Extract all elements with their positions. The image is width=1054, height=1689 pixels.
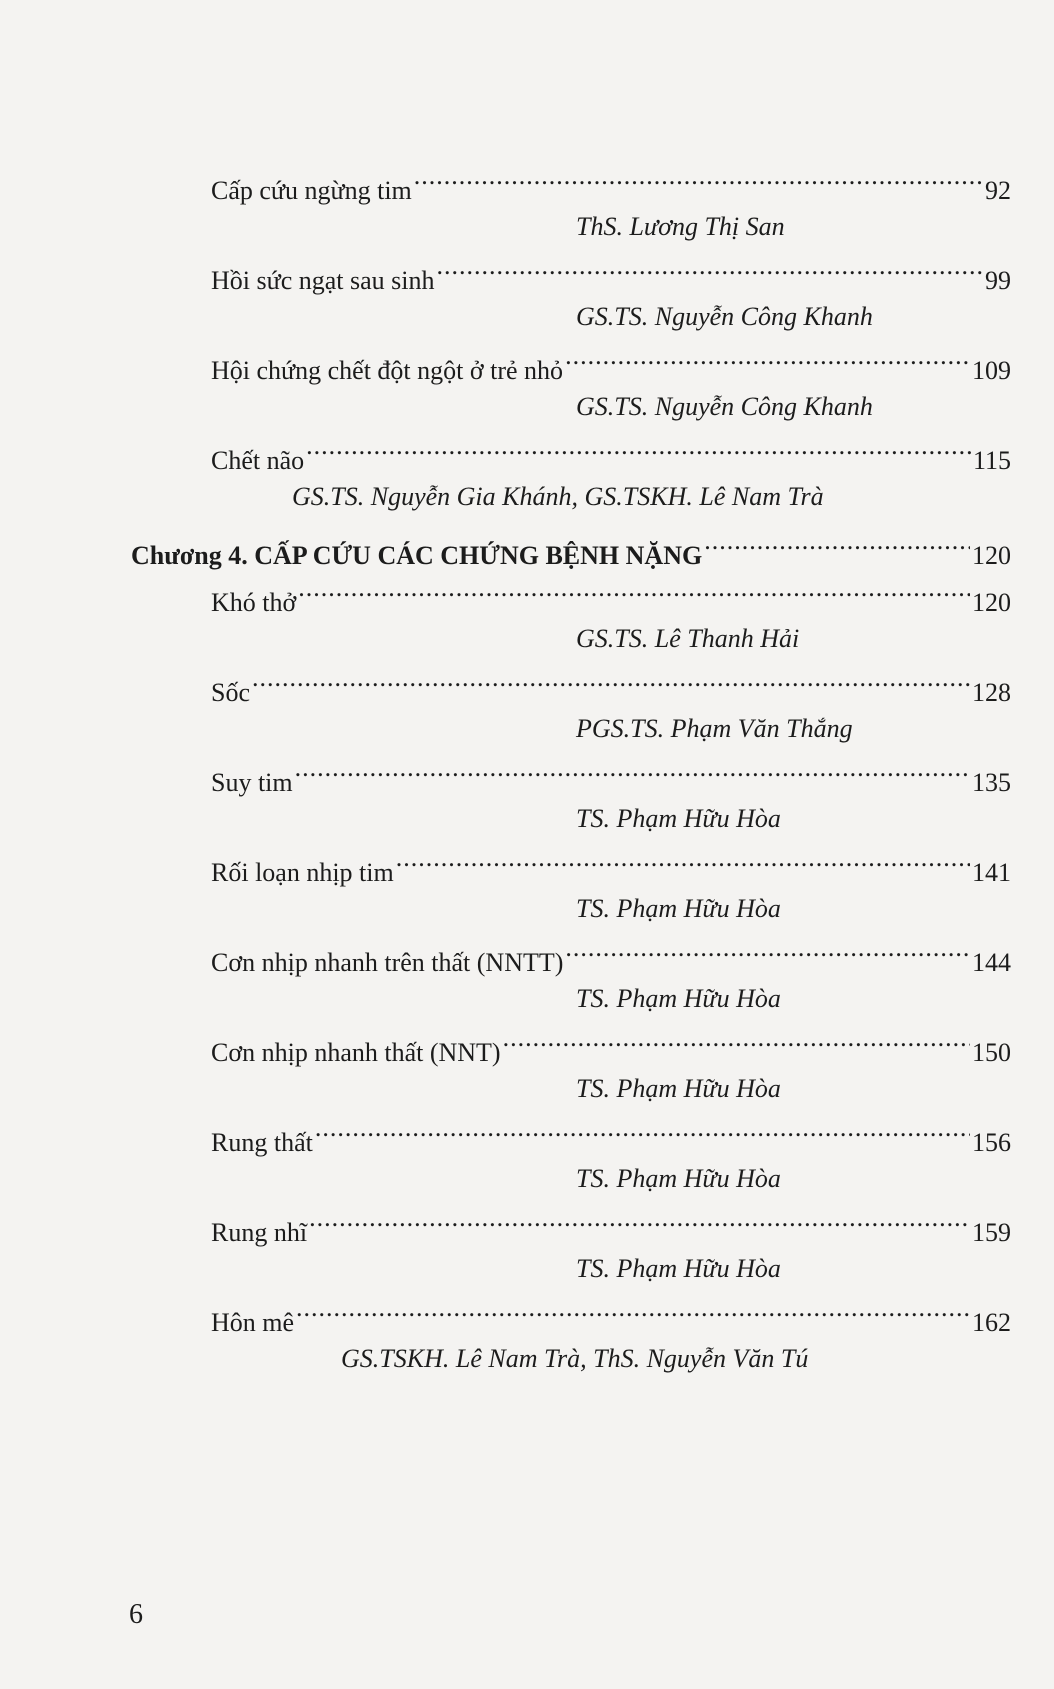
- toc-entry-author: GS.TSKH. Lê Nam Trà, ThS. Nguyễn Văn Tú: [341, 1344, 809, 1373]
- toc-entry-author: GS.TS. Lê Thanh Hải: [576, 624, 800, 653]
- toc-entry-page: 144: [972, 948, 1011, 977]
- toc-entry-title: Cơn nhịp nhanh thất (NNT): [211, 1038, 501, 1067]
- toc-entry-title: Cơn nhịp nhanh trên thất (NNTT): [211, 948, 564, 977]
- toc-entry-page: 150: [972, 1038, 1011, 1067]
- toc-entry-author: TS. Phạm Hữu Hòa: [576, 1074, 781, 1103]
- toc-entry-page: 128: [972, 678, 1011, 707]
- dot-leader: [437, 255, 983, 289]
- toc-entry-title: Suy tim: [211, 768, 293, 797]
- dot-leader: [296, 1297, 970, 1331]
- toc-entry: [211, 757, 1011, 800]
- toc-entry-title: Rung nhĩ: [211, 1218, 308, 1247]
- toc-entry: [211, 435, 1011, 478]
- toc-entry-page: 141: [972, 858, 1011, 887]
- toc-entry-title: Chết não: [211, 446, 305, 475]
- toc-entry-author: PGS.TS. Phạm Văn Thắng: [576, 714, 853, 743]
- toc-entry: [211, 1117, 1011, 1160]
- toc-entry: [211, 1027, 1011, 1070]
- toc-entry-page: 92: [985, 176, 1011, 205]
- chapter-page: 120: [972, 541, 1011, 570]
- toc-entry-title: Rối loạn nhịp tim: [211, 858, 394, 887]
- chapter-heading: [131, 530, 1011, 573]
- toc-entry: [211, 165, 1011, 208]
- toc-entry-title: Cấp cứu ngừng tim: [211, 176, 412, 205]
- toc-entry: [211, 847, 1011, 890]
- toc-entry-page: 120: [972, 588, 1011, 617]
- toc-entry: [211, 1207, 1011, 1250]
- toc-entry-author: TS. Phạm Hữu Hòa: [576, 804, 781, 833]
- dot-leader: [396, 847, 970, 881]
- toc-entry-title: Hồi sức ngạt sau sinh: [211, 266, 435, 295]
- toc-entry-page: 99: [985, 266, 1011, 295]
- dot-leader: [306, 435, 971, 469]
- dot-leader: [252, 667, 970, 701]
- dot-leader: [298, 577, 970, 611]
- toc-entry: [211, 345, 1011, 388]
- chapter-title: Chương 4. CẤP CỨU CÁC CHỨNG BỆNH NẶNG: [131, 541, 703, 570]
- toc-entry-author: TS. Phạm Hữu Hòa: [576, 1164, 781, 1193]
- dot-leader: [295, 757, 970, 791]
- toc-entry-author: TS. Phạm Hữu Hòa: [576, 984, 781, 1013]
- toc-entry: [211, 667, 1011, 710]
- toc-entry-author: ThS. Lương Thị San: [576, 212, 785, 241]
- toc-entry: [211, 937, 1011, 980]
- toc-entry-title: Hội chứng chết đột ngột ở trẻ nhỏ: [211, 356, 564, 385]
- dot-leader: [503, 1027, 970, 1061]
- dot-leader: [565, 937, 970, 971]
- toc-entry: [211, 1297, 1011, 1340]
- toc-entry-title: Khó thở: [211, 588, 297, 617]
- toc-entry-title: Sốc: [211, 678, 250, 707]
- toc-entry-author: GS.TS. Nguyễn Công Khanh: [576, 302, 873, 331]
- dot-leader: [315, 1117, 970, 1151]
- toc-entry-page: 109: [972, 356, 1011, 385]
- toc-entry-page: 156: [972, 1128, 1011, 1157]
- toc-entry-title: Hôn mê: [211, 1308, 295, 1337]
- toc-entry: [211, 255, 1011, 298]
- toc-entry-author: TS. Phạm Hữu Hòa: [576, 1254, 781, 1283]
- toc-entry: [211, 577, 1011, 620]
- dot-leader: [565, 345, 970, 379]
- dot-leader: [414, 165, 983, 199]
- toc-entry-author: GS.TS. Nguyễn Công Khanh: [576, 392, 873, 421]
- toc-entry-page: 159: [972, 1218, 1011, 1247]
- toc-entry-page: 162: [972, 1308, 1011, 1337]
- toc-entry-author: TS. Phạm Hữu Hòa: [576, 894, 781, 923]
- toc-entry-title: Rung thất: [211, 1128, 313, 1157]
- toc-entry-page: 115: [972, 446, 1011, 475]
- toc-entry-author: GS.TS. Nguyễn Gia Khánh, GS.TSKH. Lê Nam Trà: [292, 482, 824, 511]
- dot-leader: [309, 1207, 970, 1241]
- dot-leader: [704, 530, 970, 564]
- page-number: 6: [129, 1599, 143, 1630]
- toc-entry-page: 135: [972, 768, 1011, 797]
